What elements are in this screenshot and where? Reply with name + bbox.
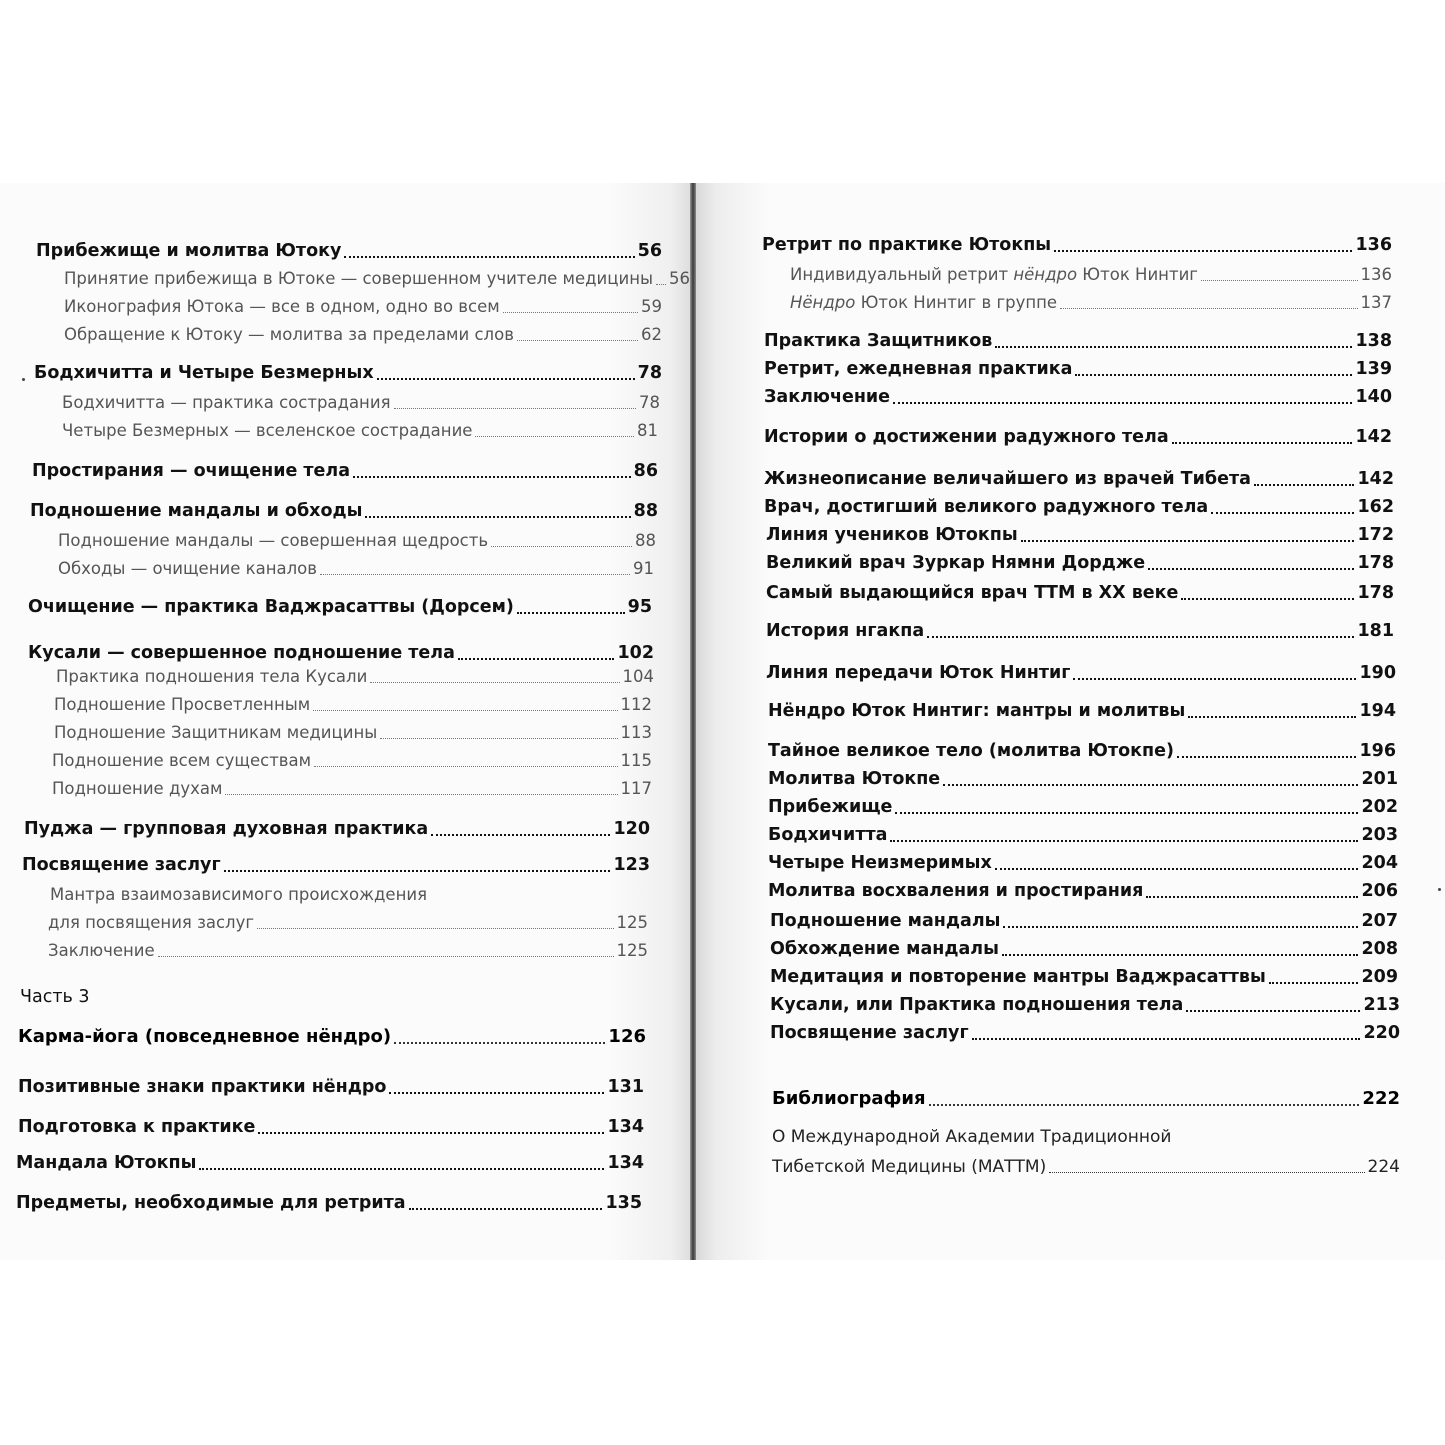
toc-page-number: 136: [1355, 235, 1392, 255]
toc-entry[interactable]: [18, 1114, 644, 1140]
toc-entry-title: [790, 290, 1057, 316]
toc-page-number: 202: [1361, 797, 1398, 817]
dot-leader: [1172, 442, 1353, 444]
dot-leader: [377, 378, 635, 380]
toc-page-number: 204: [1361, 853, 1398, 873]
toc-page-number: 190: [1359, 663, 1396, 683]
toc-entry-title: Позитивные знаки практики нёндро: [18, 1077, 387, 1097]
toc-entry[interactable]: [24, 816, 650, 842]
toc-page-number: 135: [605, 1193, 642, 1213]
toc-page-number: 78: [637, 363, 662, 383]
toc-page-number: 102: [617, 643, 654, 663]
toc-entry[interactable]: [770, 964, 1398, 990]
toc-page-number: 125: [616, 913, 648, 932]
toc-entry[interactable]: [764, 466, 1394, 492]
toc-entry[interactable]: [54, 720, 652, 746]
toc-entry[interactable]: [64, 322, 662, 348]
toc-entry-title: Посвящение заслуг: [22, 855, 221, 875]
toc-entry[interactable]: [768, 794, 1398, 820]
toc-title-part: Юток Нинтиг в группе: [855, 293, 1058, 312]
toc-entry-title: Иконография Ютока — все в одном, одно во всем: [64, 297, 500, 316]
toc-page-number: 196: [1359, 741, 1396, 761]
toc-entry[interactable]: [18, 1074, 644, 1100]
toc-page-number: 56: [637, 241, 662, 261]
toc-page-number: 59: [641, 297, 662, 316]
toc-page-number: 207: [1361, 911, 1398, 931]
toc-page-number: 131: [607, 1077, 644, 1097]
toc-entry[interactable]: [770, 936, 1398, 962]
toc-entry-title: Карма-йога (повседневное нёндро): [18, 1026, 392, 1047]
toc-entry[interactable]: [48, 910, 648, 936]
toc-entry[interactable]: [764, 424, 1392, 450]
toc-entry-title: Великий врач Зуркар Нямни Дордже: [766, 553, 1146, 573]
toc-entry[interactable]: [772, 1124, 1400, 1150]
toc-entry[interactable]: [790, 262, 1392, 288]
toc-entry[interactable]: [764, 328, 1392, 354]
toc-entry-title: Кусали, или Практика подношения тела: [770, 995, 1184, 1015]
toc-page-number: 162: [1357, 497, 1394, 517]
toc-entry[interactable]: [18, 1024, 646, 1050]
toc-page-number: 78: [639, 393, 660, 412]
dot-leader: [1060, 308, 1357, 309]
toc-entry-title: О Международной Академии Традиционной: [772, 1127, 1172, 1147]
toc-entry-title: Линия учеников Ютокпы: [766, 525, 1018, 545]
toc-entry[interactable]: [28, 594, 652, 620]
toc-page-number: 115: [620, 751, 652, 770]
dot-leader: [927, 636, 1354, 638]
toc-entry[interactable]: [768, 878, 1398, 904]
dot-leader: [394, 1042, 605, 1044]
dot-leader: [1003, 926, 1358, 928]
toc-entry-title: Врач, достигший великого радужного тела: [764, 497, 1209, 517]
dot-leader: [491, 546, 632, 547]
print-speck: [22, 378, 25, 381]
toc-page-number: 125: [616, 941, 648, 960]
toc-page-number: 88: [635, 531, 656, 550]
dot-leader: [389, 1092, 604, 1094]
dot-leader: [370, 682, 619, 683]
toc-entry-title: Принятие прибежища в Ютоке — совершенном учителе медицины: [64, 269, 654, 288]
toc-page-number: 88: [633, 501, 658, 521]
toc-entry[interactable]: [22, 852, 650, 878]
toc-entry[interactable]: [766, 550, 1394, 576]
dot-leader: [344, 256, 634, 258]
dot-leader: [1021, 540, 1355, 542]
book-gutter: [690, 183, 696, 1260]
dot-leader: [365, 516, 630, 518]
toc-entry-title: Прибежище и молитва Ютоку: [36, 241, 342, 261]
dot-leader: [225, 794, 617, 795]
dot-leader: [929, 1104, 1360, 1106]
dot-leader: [1254, 484, 1355, 486]
dot-leader: [314, 766, 617, 767]
dot-leader: [995, 868, 1359, 870]
dot-leader: [409, 1208, 603, 1210]
toc-page-number: 142: [1357, 469, 1394, 489]
toc-entry-title: Подготовка к практике: [18, 1117, 256, 1137]
dot-leader: [380, 738, 617, 739]
toc-page-number: 95: [627, 597, 652, 617]
toc-entry-title: Библиография: [772, 1088, 926, 1109]
dot-leader: [995, 346, 1352, 348]
toc-entry-title: Подношение мандалы: [770, 911, 1001, 931]
toc-page-number: 112: [620, 695, 652, 714]
toc-page-number: 117: [620, 779, 652, 798]
dot-leader: [158, 956, 614, 957]
toc-page-number: 113: [620, 723, 652, 742]
toc-entry[interactable]: [62, 390, 660, 416]
toc-entry[interactable]: [770, 1020, 1400, 1046]
toc-entry[interactable]: [768, 698, 1396, 724]
toc-entry[interactable]: [32, 458, 658, 484]
toc-entry-title: Самый выдающийся врач ТТМ в XX веке: [766, 583, 1179, 603]
toc-page-number: 120: [613, 819, 650, 839]
toc-entry-title: Посвящение заслуг: [770, 1023, 969, 1043]
toc-entry[interactable]: [16, 1150, 644, 1176]
toc-entry-title: Обхождение мандалы: [770, 939, 999, 959]
toc-entry[interactable]: [50, 882, 650, 908]
dot-leader: [431, 834, 610, 836]
dot-leader: [224, 870, 611, 872]
toc-entry-title: Жизнеописание величайшего из врачей Тибета: [764, 469, 1251, 489]
toc-entry[interactable]: [766, 618, 1394, 644]
toc-entry[interactable]: [770, 908, 1398, 934]
toc-entry-title: История нгакпа: [766, 621, 925, 641]
toc-entry[interactable]: [34, 360, 662, 386]
toc-entry[interactable]: [768, 766, 1398, 792]
dot-leader: [1201, 280, 1358, 281]
dot-leader: [199, 1168, 604, 1170]
toc-entry-title: Бодхичитта — практика сострадания: [62, 393, 391, 412]
dot-leader: [1188, 716, 1356, 718]
dot-leader: [1146, 896, 1358, 898]
toc-title-part: Юток Нинтиг: [1077, 265, 1198, 284]
toc-entry[interactable]: [764, 494, 1394, 520]
part-heading: Часть 3: [20, 987, 90, 1007]
toc-entry-title: Обходы — очищение каналов: [58, 559, 317, 578]
dot-leader: [257, 928, 613, 929]
toc-entry-title: Пуджа — групповая духовная практика: [24, 819, 429, 839]
toc-page-number: 213: [1363, 995, 1400, 1015]
toc-page-number: 86: [633, 461, 658, 481]
toc-entry-title: Тайное великое тело (молитва Ютокпе): [768, 741, 1174, 761]
dot-leader: [893, 402, 1352, 404]
toc-entry[interactable]: [64, 266, 691, 292]
toc-entry[interactable]: [762, 232, 1392, 258]
dot-leader: [1148, 568, 1354, 570]
toc-entry-title: Тибетской Медицины (МАТТМ): [772, 1157, 1047, 1177]
toc-entry-title: Истории о достижении радужного тела: [764, 427, 1169, 447]
toc-entry-title: Нёндро Юток Нинтиг: мантры и молитвы: [768, 701, 1186, 721]
dot-leader: [1054, 250, 1352, 252]
toc-page-number: 139: [1355, 359, 1392, 379]
dot-leader: [517, 340, 638, 341]
toc-entry-title: Предметы, необходимые для ретрита: [16, 1193, 406, 1213]
toc-entry-title: Ретрит, ежедневная практика: [764, 359, 1073, 379]
toc-page-number: 126: [608, 1026, 646, 1047]
toc-entry[interactable]: [770, 992, 1400, 1018]
toc-page-number: 194: [1359, 701, 1396, 721]
toc-title-italic: нёндро: [1013, 265, 1078, 284]
toc-page-number: 206: [1361, 881, 1398, 901]
toc-entry-title: Подношение всем существам: [52, 751, 312, 770]
toc-page-number: 172: [1357, 525, 1394, 545]
toc-entry[interactable]: [64, 294, 662, 320]
toc-page-number: 91: [633, 559, 654, 578]
dot-leader: [1073, 678, 1356, 680]
toc-entry-title: Подношение мандалы и обходы: [30, 501, 363, 521]
toc-page-number: 104: [622, 667, 654, 686]
toc-entry-title: Подношение мандалы — совершенная щедрость: [58, 531, 489, 550]
toc-entry-title: для посвящения заслуг: [48, 913, 255, 932]
toc-entry[interactable]: [30, 498, 658, 524]
toc-entry[interactable]: [772, 1086, 1400, 1112]
toc-page-number: 208: [1361, 939, 1398, 959]
dot-leader: [972, 1038, 1361, 1040]
toc-entry-title: Заключение: [764, 387, 891, 407]
toc-entry[interactable]: [48, 938, 648, 964]
toc-entry-title: Заключение: [48, 941, 155, 960]
dot-leader: [503, 312, 638, 313]
toc-entry-title: Бодхичитта: [768, 825, 888, 845]
toc-entry[interactable]: [764, 384, 1392, 410]
dot-leader: [1269, 982, 1359, 984]
toc-page-number: 56: [669, 269, 691, 288]
dot-leader: [943, 784, 1358, 786]
dot-leader: [1177, 756, 1356, 758]
dot-leader: [258, 1132, 604, 1134]
toc-entry-title: Мантра взаимозависимого происхождения: [50, 885, 428, 904]
toc-title-italic: Нёндро: [790, 293, 856, 312]
dot-leader: [517, 612, 625, 614]
toc-page-number: 178: [1357, 583, 1394, 603]
toc-page-number: 134: [607, 1153, 644, 1173]
dot-leader: [353, 476, 631, 478]
toc-entry-title: Очищение — практика Ваджрасаттвы (Дорсем): [28, 597, 514, 617]
toc-entry[interactable]: [28, 640, 654, 666]
dot-leader: [1075, 374, 1352, 376]
toc-entry[interactable]: [790, 290, 1392, 316]
toc-entry[interactable]: [768, 850, 1398, 876]
print-speck: [1438, 888, 1441, 891]
toc-page-number: 123: [613, 855, 650, 875]
dot-leader: [394, 408, 637, 409]
dot-leader: [1211, 512, 1354, 514]
toc-entry[interactable]: [62, 418, 658, 444]
toc-page-number: 140: [1355, 387, 1392, 407]
dot-leader: [1049, 1172, 1364, 1173]
toc-page-number: 201: [1361, 769, 1398, 789]
toc-entry[interactable]: [54, 692, 652, 718]
dot-leader: [313, 710, 617, 711]
toc-entry-title: Мандала Ютокпы: [16, 1153, 197, 1173]
toc-entry[interactable]: [58, 556, 654, 582]
dot-leader: [890, 840, 1358, 842]
dot-leader: [1002, 954, 1359, 956]
toc-title-part: Индивидуальный ретрит: [790, 265, 1014, 284]
toc-entry[interactable]: [766, 522, 1394, 548]
toc-entry-title: Четыре Безмерных — вселенское сострадание: [62, 421, 473, 440]
toc-entry-title: Медитация и повторение мантры Ваджрасаттвы: [770, 967, 1266, 987]
toc-entry[interactable]: [766, 660, 1396, 686]
toc-page-number: 222: [1362, 1088, 1400, 1109]
toc-entry[interactable]: [772, 1154, 1400, 1180]
dot-leader: [320, 574, 630, 575]
toc-entry-title: Молитва восхваления и простирания: [768, 881, 1144, 901]
toc-entry-title: Ретрит по практике Ютокпы: [762, 235, 1052, 255]
toc-entry[interactable]: [764, 356, 1392, 382]
toc-page-number: 138: [1355, 331, 1392, 351]
toc-entry-title: Практика подношения тела Кусали: [56, 667, 368, 686]
toc-page-number: 62: [641, 325, 662, 344]
dot-leader: [458, 658, 615, 660]
toc-entry-title: Молитва Ютокпе: [768, 769, 941, 789]
toc-entry-title: Простирания — очищение тела: [32, 461, 351, 481]
toc-page-number: 203: [1361, 825, 1398, 845]
toc-page-number: 142: [1355, 427, 1392, 447]
toc-entry-title: [790, 262, 1198, 288]
dot-leader: [1186, 1010, 1360, 1012]
toc-entry-title: Подношение Защитникам медицины: [54, 723, 378, 742]
toc-entry[interactable]: [52, 776, 652, 802]
toc-page-number: 224: [1367, 1157, 1400, 1177]
toc-page-number: 178: [1357, 553, 1394, 573]
toc-entry-title: Обращение к Ютоку — молитва за пределами слов: [64, 325, 514, 344]
toc-page-number: 220: [1363, 1023, 1400, 1043]
toc-entry-title: Подношение Просветленным: [54, 695, 311, 714]
toc-page-number: 134: [607, 1117, 644, 1137]
toc-entry[interactable]: [36, 238, 662, 264]
toc-page-number: 181: [1357, 621, 1394, 641]
toc-entry[interactable]: [768, 822, 1398, 848]
toc-entry-title: Бодхичитта и Четыре Безмерных: [34, 363, 374, 383]
toc-page-number: 136: [1360, 265, 1392, 284]
toc-entry-title: Подношение духам: [52, 779, 223, 798]
toc-page-number: 209: [1361, 967, 1398, 987]
toc-entry[interactable]: [58, 528, 656, 554]
dot-leader: [475, 436, 634, 437]
dot-leader: [1181, 598, 1354, 600]
toc-entry[interactable]: [768, 738, 1396, 764]
toc-entry-title: Четыре Неизмеримых: [768, 853, 992, 873]
toc-entry-title: Линия передачи Юток Нинтиг: [766, 663, 1071, 683]
toc-entry[interactable]: [56, 664, 654, 690]
toc-entry-title: Кусали — совершенное подношение тела: [28, 643, 455, 663]
toc-page-number: 81: [637, 421, 658, 440]
dot-leader: [656, 284, 666, 285]
toc-entry-title: Практика Защитников: [764, 331, 993, 351]
toc-entry[interactable]: [766, 580, 1394, 606]
dot-leader: [895, 812, 1358, 814]
toc-page-number: 137: [1360, 293, 1392, 312]
toc-entry-title: Прибежище: [768, 797, 893, 817]
toc-entry[interactable]: [52, 748, 652, 774]
toc-entry[interactable]: [16, 1190, 642, 1216]
